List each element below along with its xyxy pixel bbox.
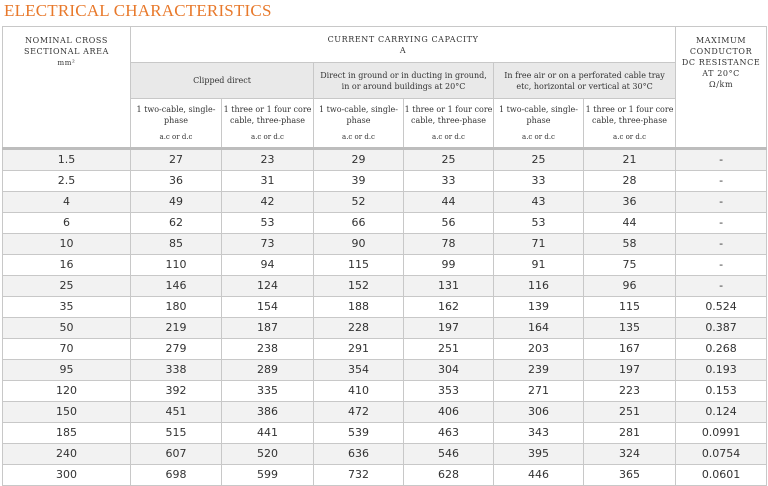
capacity-cell: 52 xyxy=(314,192,404,213)
capacity-cell: 343 xyxy=(494,423,584,444)
capacity-cell: 353 xyxy=(404,381,494,402)
method-clipped-direct: Clipped direct xyxy=(131,63,314,99)
capacity-cell: 219 xyxy=(131,318,222,339)
capacity-cell: 27 xyxy=(131,149,222,171)
capacity-cell: 42 xyxy=(222,192,314,213)
resistance-cell: 0.0601 xyxy=(676,465,767,486)
capacity-cell: 39 xyxy=(314,171,404,192)
capacity-cell: 463 xyxy=(404,423,494,444)
cable-type-three-phase: 1 three or 1 four core cable, three-phase a.c or d.c xyxy=(404,99,494,149)
capacity-cell: 99 xyxy=(404,255,494,276)
capacity-cell: 36 xyxy=(131,171,222,192)
capacity-cell: 25 xyxy=(494,149,584,171)
table-row xyxy=(3,255,767,276)
page-title: ELECTRICAL CHARACTERISTICS xyxy=(4,1,272,20)
capacity-cell: 281 xyxy=(584,423,676,444)
capacity-cell: 223 xyxy=(584,381,676,402)
resistance-cell: - xyxy=(676,149,767,171)
capacity-cell: 251 xyxy=(584,402,676,423)
capacity-cell: 115 xyxy=(314,255,404,276)
cross-section-cell: 240 xyxy=(3,444,131,465)
resistance-cell: 0.124 xyxy=(676,402,767,423)
resistance-cell: - xyxy=(676,171,767,192)
capacity-cell: 636 xyxy=(314,444,404,465)
capacity-cell: 539 xyxy=(314,423,404,444)
table-row xyxy=(3,192,767,213)
cross-section-cell: 120 xyxy=(3,381,131,402)
capacity-cell: 58 xyxy=(584,234,676,255)
table-row xyxy=(3,234,767,255)
cross-section-cell: 70 xyxy=(3,339,131,360)
capacity-cell: 49 xyxy=(131,192,222,213)
capacity-cell: 33 xyxy=(494,171,584,192)
capacity-cell: 44 xyxy=(584,213,676,234)
capacity-cell: 406 xyxy=(404,402,494,423)
table-row xyxy=(3,149,767,171)
capacity-cell: 304 xyxy=(404,360,494,381)
resistance-cell: 0.387 xyxy=(676,318,767,339)
capacity-cell: 36 xyxy=(584,192,676,213)
table-row xyxy=(3,360,767,381)
ccc-header: CURRENT CARRYING CAPACITY A xyxy=(131,27,676,63)
cross-section-cell: 1.5 xyxy=(3,149,131,171)
table-row xyxy=(3,423,767,444)
cross-section-cell: 2.5 xyxy=(3,171,131,192)
capacity-cell: 441 xyxy=(222,423,314,444)
table-row xyxy=(3,381,767,402)
resistance-cell: 0.153 xyxy=(676,381,767,402)
capacity-cell: 44 xyxy=(404,192,494,213)
capacity-cell: 338 xyxy=(131,360,222,381)
capacity-cell: 628 xyxy=(404,465,494,486)
capacity-cell: 354 xyxy=(314,360,404,381)
capacity-cell: 187 xyxy=(222,318,314,339)
capacity-cell: 239 xyxy=(494,360,584,381)
capacity-cell: 115 xyxy=(584,297,676,318)
capacity-cell: 28 xyxy=(584,171,676,192)
capacity-cell: 324 xyxy=(584,444,676,465)
cross-section-cell: 150 xyxy=(3,402,131,423)
resistance-cell: 0.0754 xyxy=(676,444,767,465)
capacity-cell: 116 xyxy=(494,276,584,297)
capacity-cell: 698 xyxy=(131,465,222,486)
table-row xyxy=(3,297,767,318)
capacity-cell: 85 xyxy=(131,234,222,255)
capacity-cell: 546 xyxy=(404,444,494,465)
capacity-cell: 90 xyxy=(314,234,404,255)
resistance-cell: 0.0991 xyxy=(676,423,767,444)
resistance-header: MAXIMUM CONDUCTOR DC RESISTANCE AT 20°C Ω/km xyxy=(676,27,767,149)
cable-type-three-phase: 1 three or 1 four core cable, three-phase a.c or d.c xyxy=(584,99,676,149)
cross-section-cell: 16 xyxy=(3,255,131,276)
capacity-cell: 91 xyxy=(494,255,584,276)
capacity-cell: 197 xyxy=(404,318,494,339)
table-row xyxy=(3,339,767,360)
capacity-cell: 75 xyxy=(584,255,676,276)
area-header: NOMINAL CROSS SECTIONAL AREA mm² xyxy=(3,27,131,149)
table-row xyxy=(3,402,767,423)
resistance-cell: 0.268 xyxy=(676,339,767,360)
capacity-cell: 365 xyxy=(584,465,676,486)
capacity-cell: 197 xyxy=(584,360,676,381)
cable-type-single-phase: 1 two-cable, single- phase a.c or d.c xyxy=(494,99,584,149)
capacity-cell: 154 xyxy=(222,297,314,318)
method-direct-in-ground: Direct in ground or in ducting in ground, in or around buildings at 20°C xyxy=(314,63,494,99)
capacity-cell: 180 xyxy=(131,297,222,318)
capacity-cell: 392 xyxy=(131,381,222,402)
cross-section-cell: 35 xyxy=(3,297,131,318)
capacity-cell: 31 xyxy=(222,171,314,192)
cross-section-cell: 300 xyxy=(3,465,131,486)
table-row xyxy=(3,465,767,486)
capacity-cell: 203 xyxy=(494,339,584,360)
capacity-cell: 446 xyxy=(494,465,584,486)
capacity-cell: 124 xyxy=(222,276,314,297)
capacity-cell: 386 xyxy=(222,402,314,423)
capacity-cell: 162 xyxy=(404,297,494,318)
capacity-cell: 53 xyxy=(494,213,584,234)
table-row xyxy=(3,444,767,465)
capacity-cell: 607 xyxy=(131,444,222,465)
method-free-air: In free air or on a perforated cable tray etc, horizontal or vertical at 30°C xyxy=(494,63,676,99)
table-body xyxy=(3,149,767,486)
capacity-cell: 451 xyxy=(131,402,222,423)
capacity-cell: 515 xyxy=(131,423,222,444)
capacity-cell: 43 xyxy=(494,192,584,213)
capacity-cell: 164 xyxy=(494,318,584,339)
table-row xyxy=(3,213,767,234)
capacity-cell: 29 xyxy=(314,149,404,171)
capacity-cell: 62 xyxy=(131,213,222,234)
cross-section-cell: 95 xyxy=(3,360,131,381)
capacity-cell: 139 xyxy=(494,297,584,318)
capacity-cell: 472 xyxy=(314,402,404,423)
capacity-cell: 395 xyxy=(494,444,584,465)
capacity-cell: 73 xyxy=(222,234,314,255)
capacity-cell: 23 xyxy=(222,149,314,171)
capacity-cell: 188 xyxy=(314,297,404,318)
capacity-cell: 291 xyxy=(314,339,404,360)
resistance-cell: - xyxy=(676,213,767,234)
capacity-cell: 599 xyxy=(222,465,314,486)
capacity-cell: 56 xyxy=(404,213,494,234)
cross-section-cell: 25 xyxy=(3,276,131,297)
capacity-cell: 135 xyxy=(584,318,676,339)
cross-section-cell: 6 xyxy=(3,213,131,234)
cable-type-single-phase: 1 two-cable, single- phase a.c or d.c xyxy=(314,99,404,149)
cross-section-cell: 50 xyxy=(3,318,131,339)
capacity-cell: 33 xyxy=(404,171,494,192)
capacity-cell: 110 xyxy=(131,255,222,276)
resistance-cell: - xyxy=(676,192,767,213)
cable-type-three-phase: 1 three or 1 four core cable, three-phase a.c or d.c xyxy=(222,99,314,149)
resistance-cell: - xyxy=(676,255,767,276)
capacity-cell: 306 xyxy=(494,402,584,423)
cross-section-cell: 4 xyxy=(3,192,131,213)
capacity-cell: 78 xyxy=(404,234,494,255)
capacity-cell: 335 xyxy=(222,381,314,402)
resistance-cell: - xyxy=(676,234,767,255)
table-row xyxy=(3,276,767,297)
capacity-cell: 251 xyxy=(404,339,494,360)
capacity-cell: 131 xyxy=(404,276,494,297)
capacity-cell: 25 xyxy=(404,149,494,171)
capacity-cell: 146 xyxy=(131,276,222,297)
resistance-cell: - xyxy=(676,276,767,297)
table-row xyxy=(3,171,767,192)
capacity-cell: 66 xyxy=(314,213,404,234)
capacity-cell: 271 xyxy=(494,381,584,402)
cross-section-cell: 10 xyxy=(3,234,131,255)
capacity-cell: 279 xyxy=(131,339,222,360)
capacity-cell: 228 xyxy=(314,318,404,339)
capacity-cell: 520 xyxy=(222,444,314,465)
table-row xyxy=(3,318,767,339)
capacity-cell: 152 xyxy=(314,276,404,297)
capacity-cell: 53 xyxy=(222,213,314,234)
capacity-cell: 238 xyxy=(222,339,314,360)
capacity-cell: 21 xyxy=(584,149,676,171)
resistance-cell: 0.193 xyxy=(676,360,767,381)
capacity-cell: 410 xyxy=(314,381,404,402)
capacity-cell: 71 xyxy=(494,234,584,255)
cross-section-cell: 185 xyxy=(3,423,131,444)
capacity-cell: 167 xyxy=(584,339,676,360)
cable-type-single-phase: 1 two-cable, single- phase a.c or d.c xyxy=(131,99,222,149)
electrical-characteristics-table xyxy=(2,26,767,486)
capacity-cell: 96 xyxy=(584,276,676,297)
resistance-cell: 0.524 xyxy=(676,297,767,318)
capacity-cell: 94 xyxy=(222,255,314,276)
capacity-cell: 289 xyxy=(222,360,314,381)
capacity-cell: 732 xyxy=(314,465,404,486)
